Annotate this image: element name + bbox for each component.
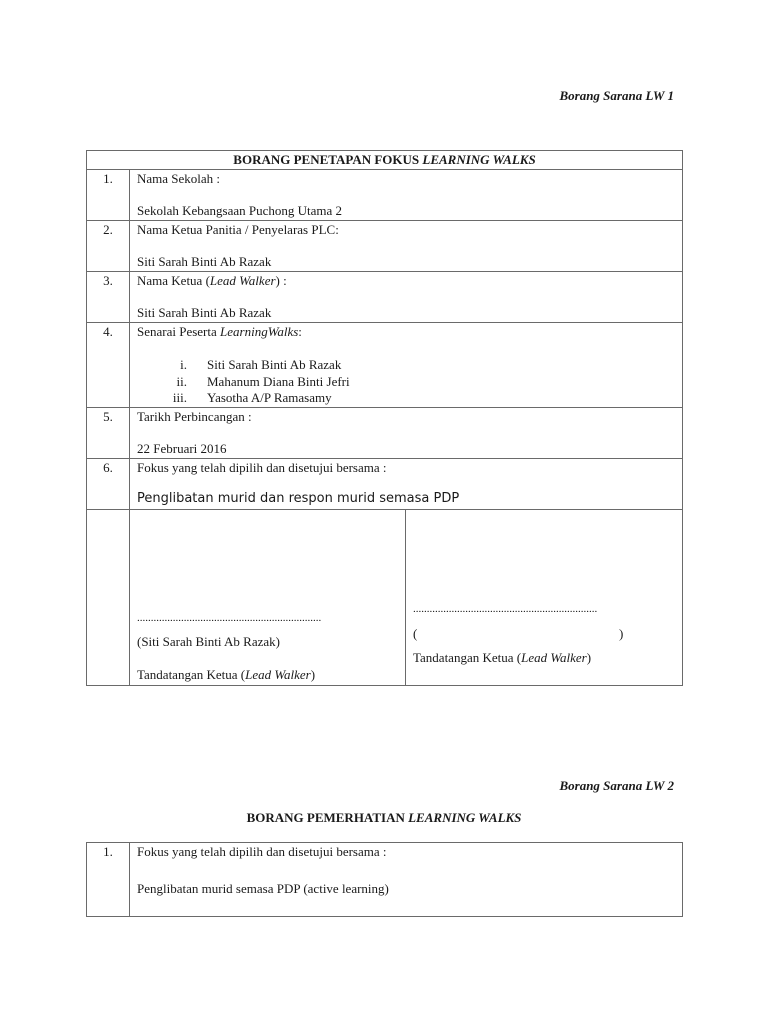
field-label: Nama Ketua (Lead Walker) : <box>137 273 287 288</box>
form-title-italic: LEARNING WALKS <box>422 152 536 167</box>
signer-name-open-paren: ( <box>413 626 418 641</box>
participant-index: i. <box>180 357 187 372</box>
field-value: Sekolah Kebangsaan Puchong Utama 2 <box>137 203 343 218</box>
field-label: Nama Ketua Panitia / Penyelaras PLC: <box>137 222 339 237</box>
field-label: Fokus yang telah dipilih dan disetujui bersama : <box>137 844 387 859</box>
row-number: 1. <box>87 170 130 220</box>
row-participants <box>87 322 682 407</box>
form-title-text: BORANG PEMERHATIAN <box>246 810 409 825</box>
participant-index: iii. <box>172 390 187 405</box>
row-lead-walker <box>87 271 682 322</box>
participant-name: Mahanum Diana Binti Jefri <box>207 374 350 389</box>
participant-index: ii. <box>176 374 187 389</box>
signature-line: ................................................................... <box>413 603 598 615</box>
row-discussion-date <box>87 407 682 458</box>
form-title-row <box>87 151 682 169</box>
form-reference-code: LW 2 <box>645 778 674 793</box>
form-title-text: BORANG PENETAPAN FOKUS <box>233 152 423 167</box>
signer-role: Tandatangan Ketua (Lead Walker) <box>413 650 592 665</box>
form-title <box>87 152 682 168</box>
field-label: Tarikh Perbincangan : <box>137 409 252 424</box>
form-reference-prefix: Borang Sarana <box>559 88 646 103</box>
signer-name-close-paren: ) <box>619 626 624 641</box>
participant-name: Yasotha A/P Ramasamy <box>207 390 332 405</box>
observation-form-title <box>0 810 768 826</box>
row-number: 3. <box>87 272 130 322</box>
field-value: Penglibatan murid semasa PDP (active learning) <box>137 881 389 896</box>
row-number: 5. <box>87 408 130 458</box>
field-value: 22 Februari 2016 <box>137 441 227 456</box>
row-school-name <box>87 169 682 220</box>
form-reference-code: LW 1 <box>645 88 674 103</box>
form-reference-prefix: Borang Sarana <box>559 778 646 793</box>
form-title-italic: LEARNING WALKS <box>408 810 522 825</box>
row-number: 6. <box>87 459 130 509</box>
field-label: Senarai Peserta LearningWalks: <box>137 324 302 339</box>
row-number: 1. <box>87 843 130 916</box>
row-number-empty <box>87 510 130 685</box>
row-focus <box>87 843 682 916</box>
field-value: Siti Sarah Binti Ab Razak <box>137 254 272 269</box>
field-value: Siti Sarah Binti Ab Razak <box>137 305 272 320</box>
signer-role: Tandatangan Ketua (Lead Walker) <box>137 667 316 682</box>
row-number: 2. <box>87 221 130 271</box>
field-value: Penglibatan murid dan respon murid semasa PDP <box>137 491 460 506</box>
signature-line: ................................................................... <box>137 612 322 624</box>
signature-row <box>87 509 682 685</box>
field-label: Fokus yang telah dipilih dan disetujui bersama : <box>137 460 387 475</box>
row-number: 4. <box>87 323 130 407</box>
form-reference-lw2 <box>559 778 674 794</box>
row-panel-head <box>87 220 682 271</box>
observation-form-table <box>86 842 683 917</box>
participant-name: Siti Sarah Binti Ab Razak <box>207 357 342 372</box>
field-label: Nama Sekolah : <box>137 171 221 186</box>
signature-divider <box>405 510 406 685</box>
focus-setting-form-table <box>86 150 683 686</box>
row-focus <box>87 458 682 509</box>
signer-name: (Siti Sarah Binti Ab Razak) <box>137 634 280 649</box>
form-reference-lw1 <box>559 88 674 104</box>
